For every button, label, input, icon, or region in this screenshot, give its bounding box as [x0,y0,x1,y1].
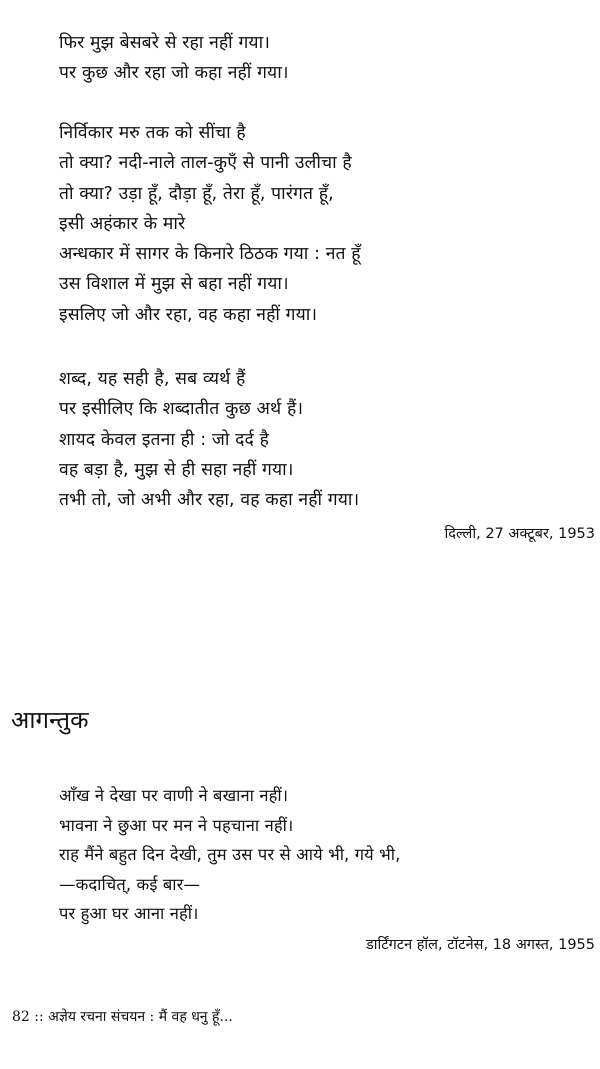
poem-line: वह बड़ा है, मुझ से ही सहा नहीं गया। [59,459,294,480]
poem-line: आँख ने देखा पर वाणी ने बखाना नहीं। [59,786,289,805]
poem-line: भावना ने छुआ पर मन ने पहचाना नहीं। [59,815,294,835]
poem-line: पर हुआ घर आना नहीं। [59,904,199,924]
poem-line: अन्धकार में सागर के किनारे ठिठक गया : नत हूँ [59,244,361,265]
poem-line: निर्विकार मरु तक को सींचा है [59,123,246,143]
poem-line: इसलिए जो और रहा, वह कहा नहीं गया। [59,304,318,325]
poem-line: फिर मुझ बेसबरे से रहा नहीं गया। [59,33,270,53]
poem-line: उस विशाल में मुझ से बहा नहीं गया। [59,274,289,295]
poem-dateline: दिल्ली, 27 अक्टूबर, 1953 [444,526,595,542]
poem-title: आगन्तुक [11,706,89,734]
poem-stanza-2 [59,118,579,330]
poem-line: तो क्या? नदी-नाले ताल-कुएँ से पानी उलीचा है [59,153,352,174]
poem-stanza-1 [59,28,579,89]
poem-line: तभी तो, जो अभी और रहा, वह कहा नहीं गया। [59,490,360,511]
poem-line: शब्द, यह सही है, सब व्यर्थ हैं [59,369,246,389]
poem-stanza [59,781,579,929]
page-footer: 82 :: अज्ञेय रचना संचयन : मैं वह धनु हूँ... [12,1009,233,1025]
poem-line: इसी अहंकार के मारे [59,213,186,234]
poem-line: राह मैंने बहुत दिन देखी, तुम उस पर से आये भी, गये भी, [59,845,401,865]
poem-line: —कदाचित्, कई बार— [59,874,201,894]
poem-line: शायद केवल इतना ही : जो दर्द है [59,429,269,450]
poem-line: तो क्या? उड़ा हूँ, दौड़ा हूँ, तेरा हूँ, पारंगत हूँ, [59,183,334,204]
poem-dateline: डार्टिंगटन हॉल, टॉटनेस, 18 अगस्त, 1955 [366,937,595,953]
poem-line: पर कुछ और रहा जो कहा नहीं गया। [59,63,289,84]
poem-line: पर इसीलिए कि शब्दातीत कुछ अर्थ हैं। [59,399,304,420]
poem-stanza-3 [59,364,579,515]
